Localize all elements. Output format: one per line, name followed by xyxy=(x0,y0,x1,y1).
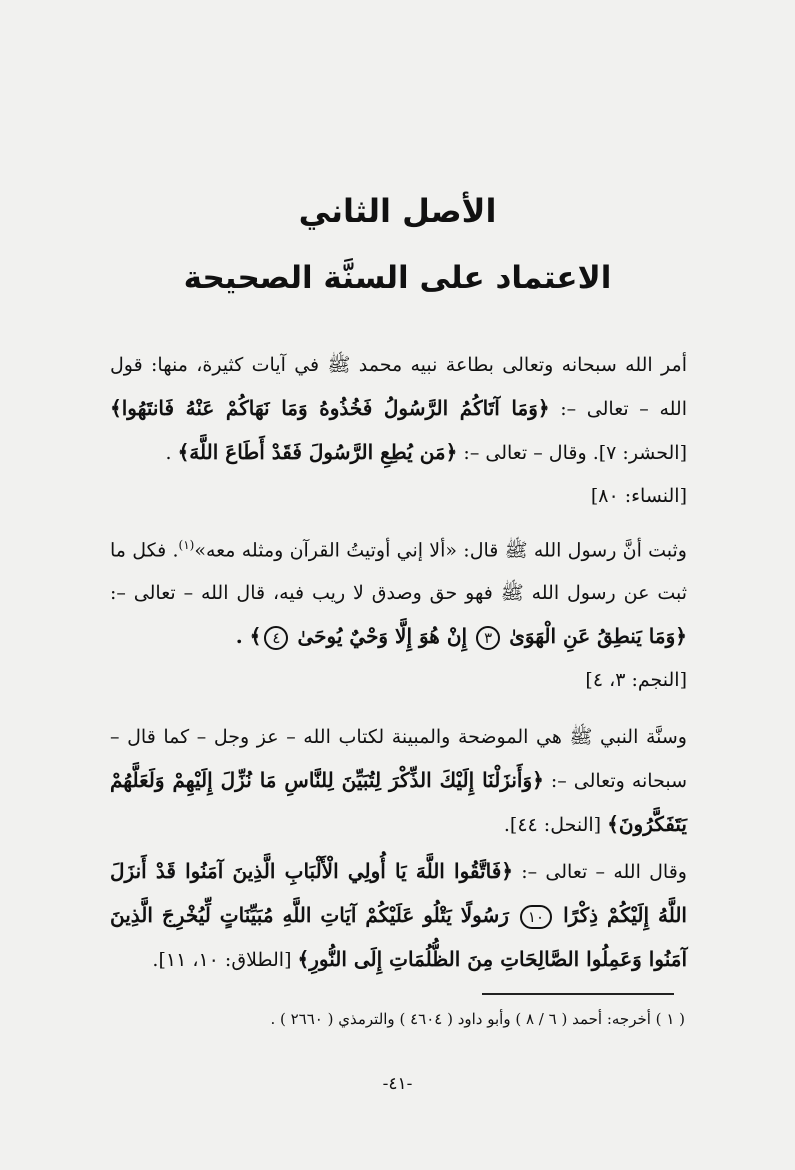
chapter-subtitle: الاعتماد على السنَّة الصحيحة xyxy=(183,260,612,296)
paragraph-4 xyxy=(110,850,687,982)
p2-verse-b: إِنْ هُوَ إِلَّا وَحْيٌ يُوحَىٰ xyxy=(297,624,468,649)
p1-ref-1: [الحشر: ٧]. وقال – تعالى –: xyxy=(457,442,687,464)
p3-verse: ﴿وَأَنزَلْنَا إِلَيْكَ الذِّكْرَ لِتُبَيِّنَ لِلنَّاسِ مَا نُزِّلَ إِلَيْهِمْ وَلَعَلَّهُمْ يَتَفَكَّرُونَ﴾ xyxy=(110,768,687,836)
p1-verse-1: ﴿وَمَا آتَاكُمُ الرَّسُولُ فَخُذُوهُ وَمَا نَهَاكُمْ عَنْهُ فَانتَهُوا﴾ xyxy=(110,396,550,420)
p1-verse-2: ﴿مَن يُطِعِ الرَّسُولَ فَقَدْ أَطَاعَ اللَّهَ﴾ xyxy=(177,440,458,464)
footnote-divider xyxy=(482,993,674,995)
paragraph-2 xyxy=(110,524,687,702)
verse-number-ornament: ٣ xyxy=(476,626,500,650)
p2-ref: [النجم: ٣، ٤] xyxy=(585,669,687,692)
verse-number-ornament: ١٠ xyxy=(520,905,552,929)
p4-verse-a: ﴿فَاتَّقُوا اللَّهَ يَا أُولِي الْأَلْبَابِ الَّذِينَ آمَنُوا قَدْ أَنزَلَ اللَّهُ إِلَيْكُمْ ذِكْرًا xyxy=(110,859,687,927)
p1-lead: أمر الله سبحانه وتعالى بطاعة نبيه محمد ﷺ في آيات كثيرة، منها: قول الله – تعالى –: xyxy=(110,354,687,420)
paragraph-1 xyxy=(110,344,687,518)
p2-lead: وثبت أنَّ رسول الله ﷺ قال: «ألا إني أوتيتُ القرآن ومثله معه» xyxy=(194,539,687,562)
p1-ref-2: [النساء: ٨٠] xyxy=(590,485,687,507)
verse-number-ornament: ٤ xyxy=(264,626,288,650)
footnote-marker: (١) xyxy=(178,538,195,552)
p4-lead: وقال الله – تعالى –: xyxy=(512,861,687,883)
paragraph-3 xyxy=(110,716,687,847)
p2-verse-a: ﴿وَمَا يَنطِقُ عَنِ الْهَوَىٰ xyxy=(509,624,687,649)
chapter-title: الأصل الثاني xyxy=(298,192,497,230)
p4-ref: [الطلاق: ١٠، ١١]. xyxy=(152,949,298,971)
p2-verse-end: ﴾ . xyxy=(235,624,262,649)
footnote: ( ١ ) أخرجه: أحمد ( ٦ / ٨ ) وأبو داود ( ٤٦٠٤ ) والترمذي ( ٢٦٦٠ ) . xyxy=(270,1010,685,1028)
page-number: -٤١- xyxy=(382,1074,413,1094)
p3-ref: [النحل: ٤٤]. xyxy=(503,814,608,836)
p4-verse-b: رَسُولًا يَتْلُو عَلَيْكُمْ آيَاتِ اللَّهِ مُبَيِّنَاتٍ لِّيُخْرِجَ الَّذِينَ آمَنُوا وَعَمِلُوا الصَّالِحَاتِ مِنَ الظُّلُمَاتِ إِلَى النُّورِ﴾ xyxy=(110,903,687,971)
p3-lead: وسنَّة النبي ﷺ هي الموضحة والمبينة لكتاب الله – عز وجل – كما قال – سبحانه وتعالى –: xyxy=(110,726,687,792)
p1-end: . xyxy=(165,442,178,464)
p2-mid: . فكل ما ثبت عن رسول الله ﷺ فهو حق وصدق لا ريب فيه، قال الله – تعالى –: xyxy=(110,539,687,605)
